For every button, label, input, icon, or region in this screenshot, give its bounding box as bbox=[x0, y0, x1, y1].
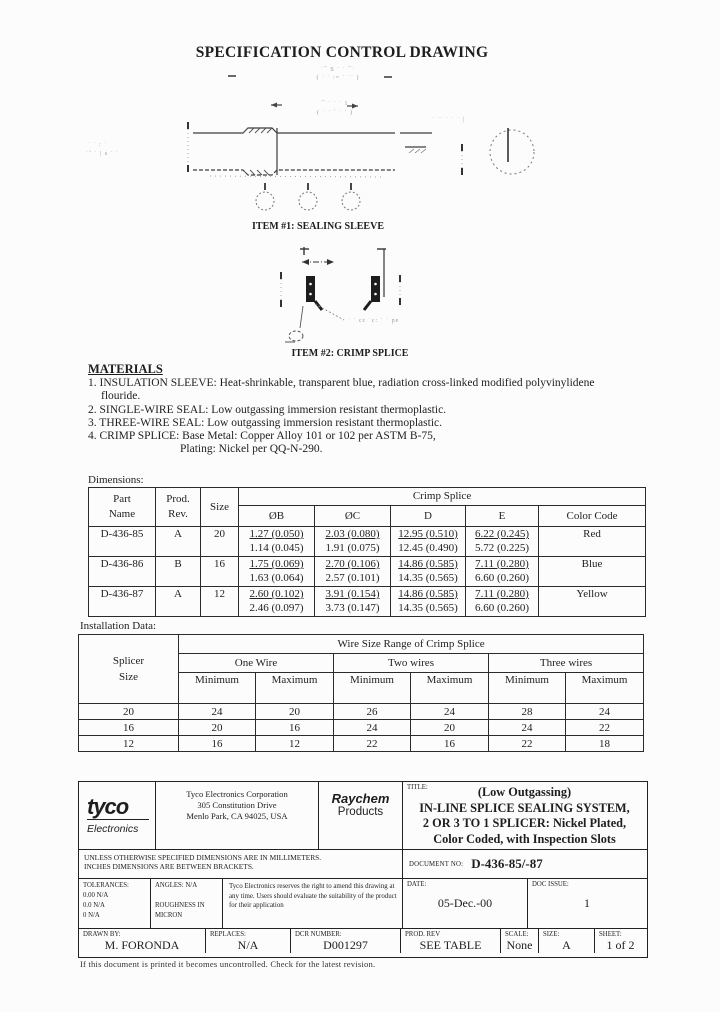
sheet-number-cell: SHEET: 1 of 2 bbox=[599, 931, 635, 952]
header-prod-rev: Prod. Rev. bbox=[156, 488, 201, 527]
header-dia-c: ØC bbox=[315, 506, 391, 527]
header-color-code: Color Code bbox=[539, 506, 646, 527]
installation-row: 12 16 12 22 16 22 18 bbox=[79, 736, 644, 752]
header-d: D bbox=[391, 506, 466, 527]
header-wire-size-range: Wire Size Range of Crimp Splice bbox=[179, 635, 644, 654]
dim-d-cell: 14.86 (0.585) 14.35 (0.565) bbox=[391, 587, 466, 617]
dim-e-cell: 6.22 (0.245) 5.72 (0.225) bbox=[466, 527, 539, 557]
sleeve-right-note: ˙ ˙˙ ˙ ˙ ˙ | bbox=[432, 117, 465, 123]
header-e: E bbox=[466, 506, 539, 527]
installation-row: 20 24 20 26 24 28 24 bbox=[79, 704, 644, 720]
dim-b-cell: 2.60 (0.102) 2.46 (0.097) bbox=[239, 587, 315, 617]
item2-caption: ITEM #2: CRIMP SPLICE bbox=[291, 348, 409, 359]
color-code-cell: Yellow bbox=[539, 587, 646, 617]
prod-rev-block-cell: PROD. REV SEE TABLE bbox=[401, 929, 501, 953]
units-note: UNLESS OTHERWISE SPECIFIED DIMENSIONS ARE IN MILLIMETERS. INCHES DIMENSIONS ARE BETWEEN BRACKETS. bbox=[79, 850, 403, 878]
disclaimer-cell: Tyco Electronics reserves the right to amend this drawing at any time. Users should evaluate the suitability of the product for their application bbox=[223, 879, 403, 928]
company-address: Tyco Electronics Corporation 305 Constitution Drive Menlo Park, CA 94025, USA bbox=[156, 782, 319, 849]
header-one-wire: One Wire bbox=[179, 654, 334, 673]
materials-section bbox=[88, 363, 648, 456]
doc-issue-cell: DOC ISSUE: 1 bbox=[532, 881, 590, 910]
sleeve-dim1-line2: ( ˙ ˙ := ˙ ˙˙ ) bbox=[316, 75, 360, 81]
part-name-cell: D-436-87 bbox=[89, 587, 156, 617]
crimp-splice-figure bbox=[270, 240, 480, 350]
tolerances-cell: TOLERANCES: 0.00 N/A 0.0 N/A 0 N/A bbox=[79, 879, 151, 928]
dimensions-row bbox=[89, 527, 646, 557]
installation-row: 16 20 16 24 20 24 22 bbox=[79, 720, 644, 736]
replaces-cell: REPLACES: N/A bbox=[206, 929, 291, 953]
title-label: TITLE: bbox=[407, 784, 428, 791]
prod-rev-cell: A bbox=[156, 527, 201, 557]
dimensions-row bbox=[89, 557, 646, 587]
sleeve-dim2-line2: ( ˙ ˙ ´ ˙ ˙ ) bbox=[317, 110, 353, 116]
size-cell: 12 bbox=[201, 587, 239, 617]
prod-rev-cell: A bbox=[156, 587, 201, 617]
header-size: Size bbox=[201, 488, 239, 527]
header-three-wires: Three wires bbox=[489, 654, 644, 673]
dim-d-cell: 12.95 (0.510) 12.45 (0.490) bbox=[391, 527, 466, 557]
header-two-wires: Two wires bbox=[334, 654, 489, 673]
color-code-cell: Red bbox=[539, 527, 646, 557]
header-maximum: Maximum bbox=[411, 673, 489, 704]
raychem-brand: Raychem Products bbox=[319, 782, 403, 849]
prod-rev-cell: B bbox=[156, 557, 201, 587]
dimensions-row bbox=[89, 587, 646, 617]
dim-c-cell: 3.91 (0.154) 3.73 (0.147) bbox=[315, 587, 391, 617]
sealing-sleeve-figure bbox=[85, 62, 585, 222]
date-cell: DATE: 05-Dec.-00 bbox=[403, 879, 528, 928]
installation-label: Installation Data: bbox=[80, 620, 157, 632]
dim-e-cell: 7.11 (0.280) 6.60 (0.260) bbox=[466, 557, 539, 587]
materials-heading: MATERIALS bbox=[88, 362, 163, 376]
dim-c-cell: 2.03 (0.080) 1.91 (0.075) bbox=[315, 527, 391, 557]
dim-d-cell: 14.86 (0.585) 14.35 (0.565) bbox=[391, 557, 466, 587]
materials-item-2: 2. SINGLE-WIRE SEAL: Low outgassing immersion resistant thermoplastic. bbox=[88, 403, 447, 416]
dimensions-table bbox=[88, 487, 646, 617]
sleeve-left-note-line2: ˙˜ ˙ | s ˙ ˙ bbox=[86, 151, 120, 157]
size-cell: 16 bbox=[201, 557, 239, 587]
sealing-sleeve-drawing bbox=[85, 62, 585, 222]
color-code-cell: Blue bbox=[539, 557, 646, 587]
uncontrolled-copy-note: If this document is printed it becomes uncontrolled. Check for the latest revision. bbox=[80, 959, 376, 969]
header-maximum: Maximum bbox=[566, 673, 644, 704]
dimensions-label: Dimensions: bbox=[88, 474, 144, 486]
sleeve-left-note-line1: ˙ ˙ : ˙ bbox=[88, 142, 108, 148]
header-minimum: Minimum bbox=[489, 673, 566, 704]
drawing-title: TITLE: (Low Outgassing) IN-LINE SPLICE SEALING SYSTEM, 2 OR 3 TO 1 SPLICER: Nickel Plated, Color Coded, with Inspection Slots bbox=[407, 784, 630, 846]
header-splicer-size: Splicer Size bbox=[79, 635, 179, 704]
item1-caption: ITEM #1: SEALING SLEEVE bbox=[252, 221, 384, 232]
scale-cell: SCALE: None bbox=[501, 929, 539, 953]
splice-note: ˙ ˙ cc ˙c: ˙ ˙ pe bbox=[348, 318, 400, 324]
header-dia-b: ØB bbox=[239, 506, 315, 527]
materials-item-4: 4. CRIMP SPLICE: Base Metal: Copper Alloy 101 or 102 per ASTM B-75, Plating: Nickel per QQ-N-290. bbox=[88, 430, 436, 456]
installation-table bbox=[78, 634, 644, 752]
dcr-number-cell: DCR NUMBER: D001297 bbox=[291, 929, 401, 953]
sheet-size-cell: SIZE: A bbox=[539, 929, 595, 953]
sleeve-dim1-line1: ˙¯ S ˙ ˙ ¯˙ bbox=[320, 67, 356, 73]
size-cell: 20 bbox=[201, 527, 239, 557]
title-block bbox=[78, 781, 648, 958]
tyco-logo: tyco Electronics bbox=[79, 782, 156, 849]
materials-item-3: 3. THREE-WIRE SEAL: Low outgassing immersion resistant thermoplastic. bbox=[88, 416, 443, 429]
part-name-cell: D-436-85 bbox=[89, 527, 156, 557]
drawn-by-cell: DRAWN BY: M. FORONDA bbox=[79, 929, 206, 953]
dim-c-cell: 2.70 (0.106) 2.57 (0.101) bbox=[315, 557, 391, 587]
dim-b-cell: 1.75 (0.069) 1.63 (0.064) bbox=[239, 557, 315, 587]
crimp-splice-drawing bbox=[270, 240, 480, 350]
materials-item-1: 1. INSULATION SLEEVE: Heat-shrinkable, transparent blue, radiation cross-linked modified polyvinylidene flouride. bbox=[88, 377, 595, 403]
part-name-cell: D-436-86 bbox=[89, 557, 156, 587]
page-title: SPECIFICATION CONTROL DRAWING bbox=[195, 44, 489, 61]
angles-cell: ANGLES: N/A ROUGHNESS IN MICRON bbox=[151, 879, 223, 928]
dim-e-cell: 7.11 (0.280) 6.60 (0.260) bbox=[466, 587, 539, 617]
header-maximum: Maximum bbox=[256, 673, 334, 704]
header-minimum: Minimum bbox=[334, 673, 411, 704]
document-number: DOCUMENT NO: D-436-85/-87 bbox=[409, 856, 543, 871]
header-minimum: Minimum bbox=[179, 673, 256, 704]
header-crimp-splice: Crimp Splice bbox=[239, 488, 646, 506]
header-part: Part Name bbox=[89, 488, 156, 527]
sleeve-dim2-line1: ¯ ˙ ˙ ˙ 1 bbox=[321, 101, 349, 107]
dim-b-cell: 1.27 (0.050) 1.14 (0.045) bbox=[239, 527, 315, 557]
